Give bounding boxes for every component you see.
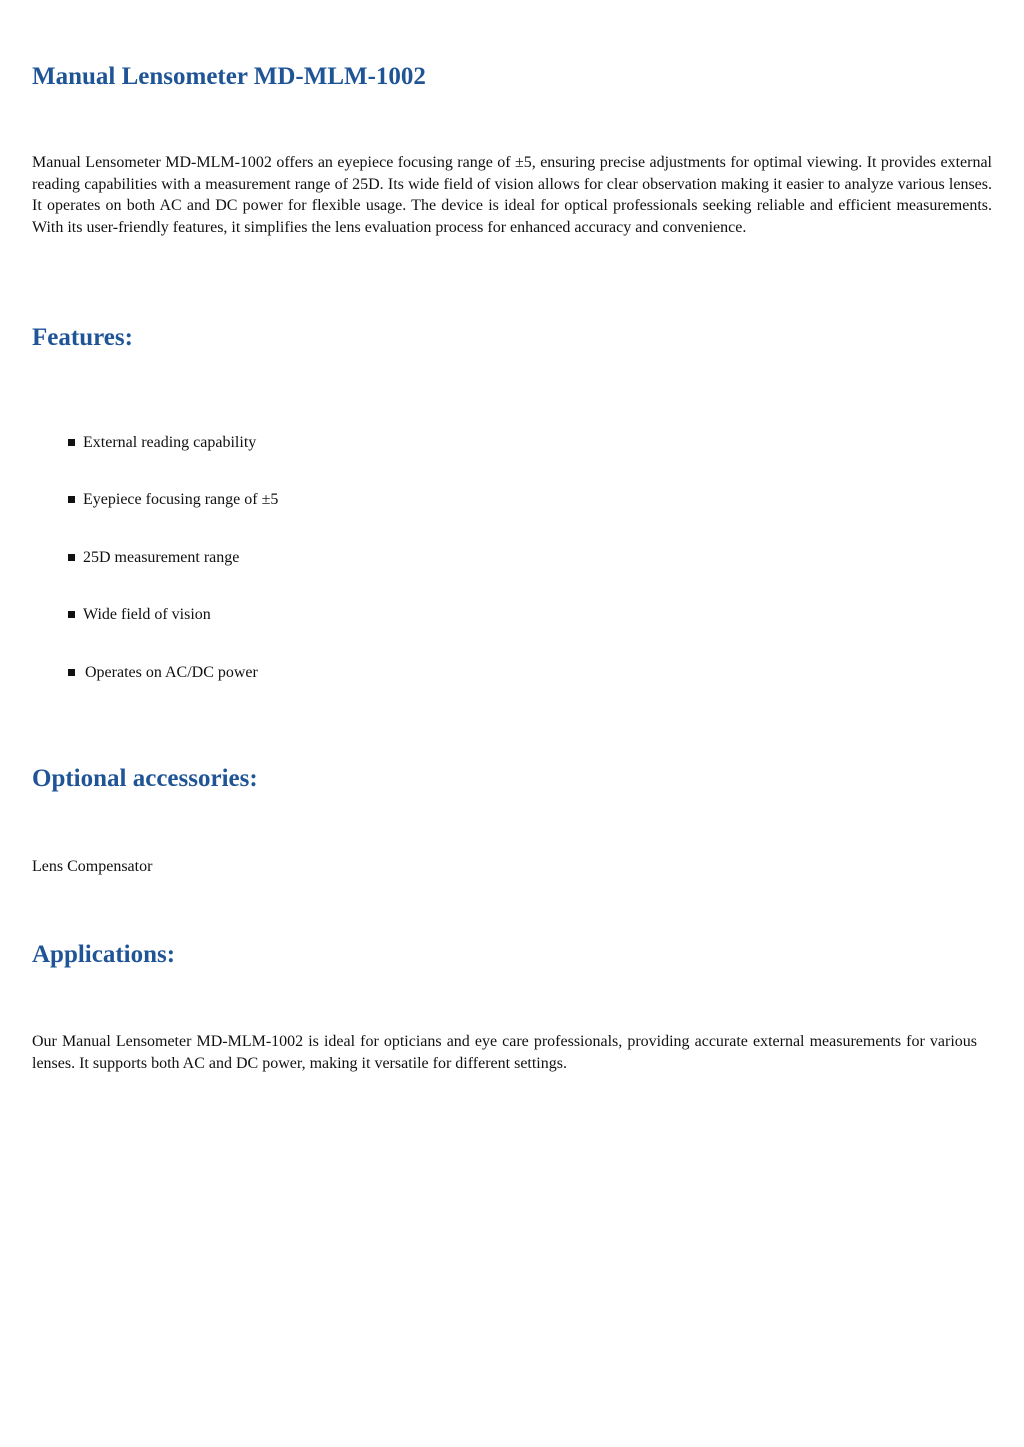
feature-item-label: 25D measurement range	[83, 549, 240, 566]
features-heading: Features:	[32, 324, 133, 351]
page-title: Manual Lensometer MD-MLM-1002	[32, 63, 426, 90]
optional-accessories-heading: Optional accessories:	[32, 765, 258, 792]
applications-paragraph: Our Manual Lensometer MD-MLM-1002 is ideal for opticians and eye care professionals, providing accurate external measurements for various lenses. It supports both AC and DC power, making it versatile for different settings.	[32, 1033, 977, 1072]
feature-item-label: External reading capability	[83, 434, 257, 451]
feature-item	[68, 662, 258, 683]
feature-item	[68, 604, 211, 625]
square-bullet-icon	[68, 611, 75, 618]
feature-item-label: Eyepiece focusing range of ±5	[83, 491, 279, 508]
intro-paragraph: Manual Lensometer MD-MLM-1002 offers an eyepiece focusing range of ±5, ensuring precise adjustments for optimal viewing. It provides external reading capabilities with a measurement range of 25D. Its wide field of vision allows for clear observation making it easier to analyze various lenses. It operates on both AC and DC power for flexible usage. The device is ideal for optical professionals seeking reliable and efficient measurements. With its user-friendly features, it simplifies the lens evaluation process for enhanced accuracy and convenience.	[32, 154, 992, 236]
accessory-item: Lens Compensator	[32, 858, 153, 875]
feature-item-label: Operates on AC/DC power	[85, 664, 258, 681]
applications-heading: Applications:	[32, 941, 176, 968]
feature-item	[68, 489, 278, 510]
feature-item	[68, 432, 256, 453]
square-bullet-icon	[68, 439, 75, 446]
feature-item-label: Wide field of vision	[83, 606, 211, 623]
square-bullet-icon	[68, 669, 75, 676]
square-bullet-icon	[68, 496, 75, 503]
feature-item	[68, 547, 239, 568]
square-bullet-icon	[68, 554, 75, 561]
